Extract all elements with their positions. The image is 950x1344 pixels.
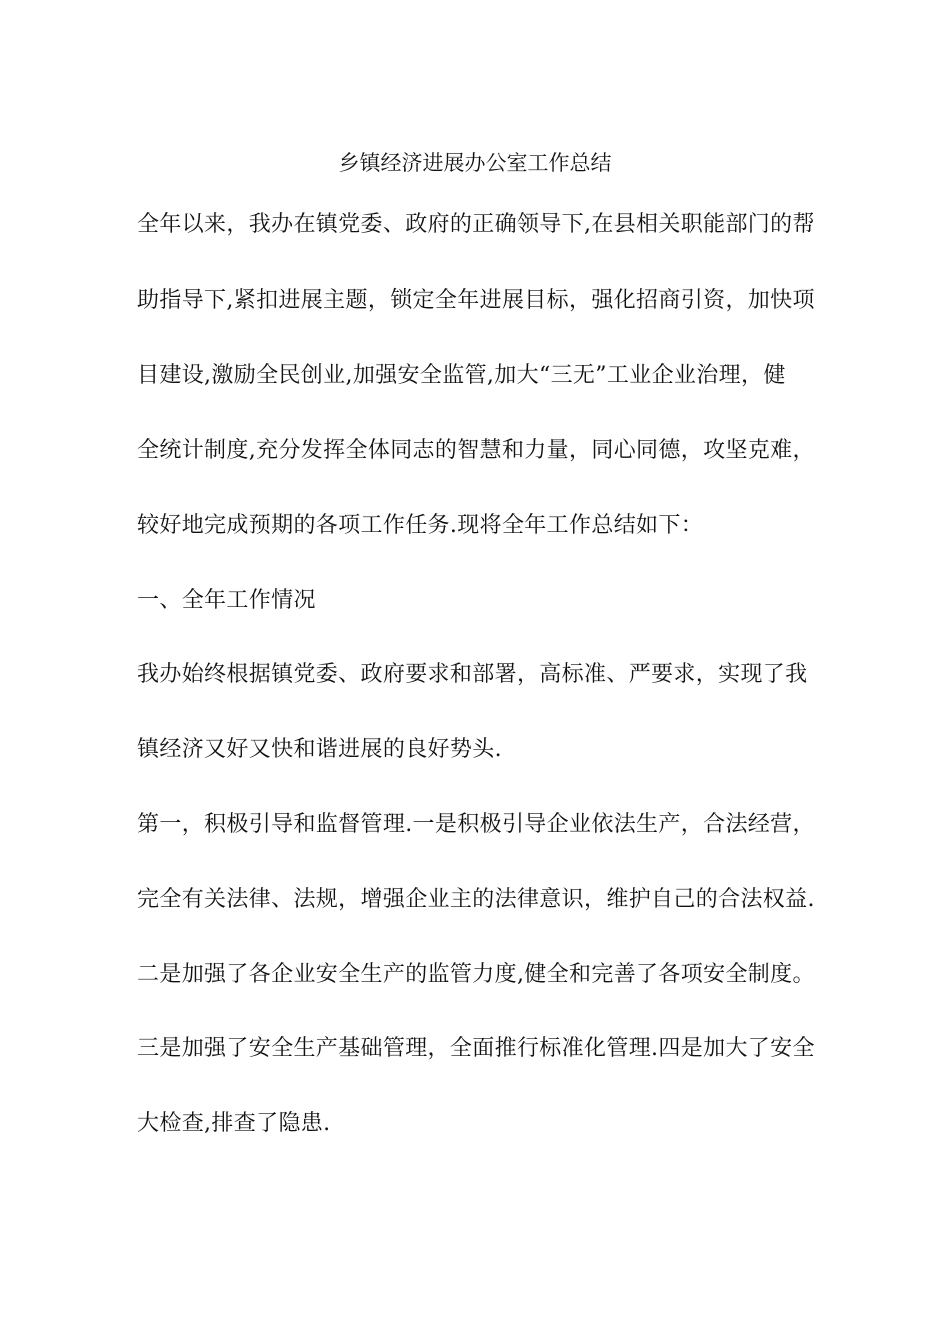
paragraph-line: 助指导下,紧扣进展主题，锁定全年进展目标，强化招商引资，加快项 [137,288,815,313]
paragraph-line: 第一，积极引导和监督管理.一是积极引导企业依法生产，合法经营， [137,812,815,837]
paragraph-line: 三是加强了安全生产基础管理，全面推行标准化管理.四是加大了安全 [137,1036,815,1061]
paragraph-line: 全统计制度,充分发挥全体同志的智慧和力量，同心同德，攻坚克难， [137,438,815,463]
paragraph-line: 镇经济又好又快和谐进展的良好势头. [137,737,502,762]
paragraph-line: 我办始终根据镇党委、政府要求和部署，高标准、严要求，实现了我 [137,662,808,687]
paragraph-line: 二是加强了各企业安全生产的监管力度,健全和完善了各项安全制度。 [137,962,815,987]
section-heading: 一、全年工作情况 [137,588,316,613]
paragraph-line: 全年以来，我办在镇党委、政府的正确领导下,在县相关职能部门的帮 [137,212,815,237]
paragraph-line: 完全有关法律、法规，增强企业主的法律意识，维护自己的合法权益. [137,887,815,912]
paragraph-line: 目建设,激励全民创业,加强安全监管,加大“三无”工业企业治理，健 [137,363,786,388]
document-title: 乡镇经济进展办公室工作总结 [338,151,612,175]
paragraph-line: 大检查,排查了隐患. [137,1111,331,1136]
paragraph-line: 较好地完成预期的各项工作任务.现将全年工作总结如下： [137,513,704,538]
